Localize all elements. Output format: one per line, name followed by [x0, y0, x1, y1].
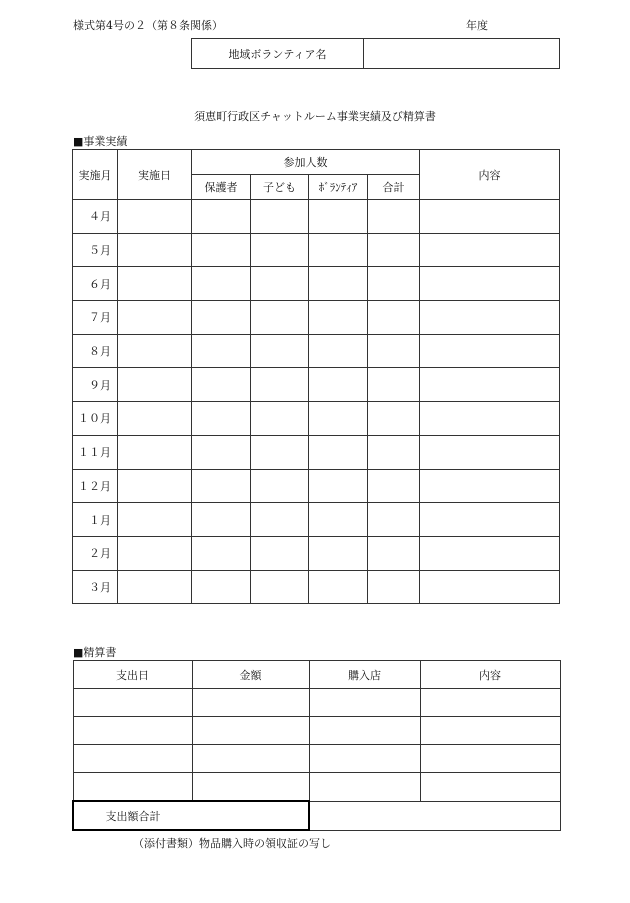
budget-row — [73, 773, 560, 802]
budget-content-cell[interactable] — [420, 689, 560, 717]
report-row — [73, 368, 560, 402]
total-cell[interactable] — [368, 536, 420, 570]
document-title: 須恵町行政区チャットルーム事業実績及び精算書 — [194, 110, 436, 123]
guardian-cell[interactable] — [192, 503, 251, 537]
budget-amount-cell[interactable] — [192, 689, 309, 717]
content-cell[interactable] — [420, 469, 560, 503]
children-cell[interactable] — [251, 503, 309, 537]
report-row — [73, 503, 560, 537]
budget-amount-cell[interactable] — [192, 773, 309, 802]
total-cell[interactable] — [368, 368, 420, 402]
content-cell[interactable] — [420, 570, 560, 604]
children-cell[interactable] — [251, 200, 309, 234]
volunteer-cell[interactable] — [309, 334, 368, 368]
budget-header-date: 支出日 — [73, 661, 192, 689]
form-number: 様式第4号の２（第８条関係） — [73, 19, 223, 32]
volunteer-cell[interactable] — [309, 368, 368, 402]
budget-row — [73, 689, 560, 717]
date-cell[interactable] — [118, 536, 192, 570]
children-cell[interactable] — [251, 301, 309, 335]
month-cell: ７月 — [73, 301, 118, 335]
volunteer-cell[interactable] — [309, 536, 368, 570]
total-cell[interactable] — [368, 570, 420, 604]
header-date: 実施日 — [118, 150, 192, 200]
budget-content-cell[interactable] — [420, 773, 560, 802]
organization-label: 地域ボランティア名 — [192, 39, 364, 69]
total-cell[interactable] — [368, 503, 420, 537]
budget-store-cell[interactable] — [309, 773, 420, 802]
guardian-cell[interactable] — [192, 536, 251, 570]
guardian-cell[interactable] — [192, 368, 251, 402]
month-cell: １月 — [73, 503, 118, 537]
guardian-cell[interactable] — [192, 200, 251, 234]
date-cell[interactable] — [118, 267, 192, 301]
header-guardian: 保護者 — [192, 175, 251, 200]
organization-table — [191, 38, 560, 69]
children-cell[interactable] — [251, 536, 309, 570]
content-cell[interactable] — [420, 301, 560, 335]
children-cell[interactable] — [251, 233, 309, 267]
budget-date-cell[interactable] — [73, 773, 192, 802]
report-row — [73, 469, 560, 503]
budget-store-cell[interactable] — [309, 717, 420, 745]
header-participants: 参加人数 — [192, 150, 420, 175]
budget-row — [73, 717, 560, 745]
budget-section-label: ■精算書 — [73, 646, 117, 659]
volunteer-cell[interactable] — [309, 267, 368, 301]
budget-header-store: 購入店 — [309, 661, 420, 689]
budget-date-cell[interactable] — [73, 745, 192, 773]
guardian-cell[interactable] — [192, 435, 251, 469]
date-cell[interactable] — [118, 368, 192, 402]
activity-report-table — [72, 149, 560, 604]
date-cell[interactable] — [118, 301, 192, 335]
guardian-cell[interactable] — [192, 334, 251, 368]
date-cell[interactable] — [118, 233, 192, 267]
content-cell[interactable] — [420, 267, 560, 301]
date-cell[interactable] — [118, 402, 192, 436]
date-cell[interactable] — [118, 503, 192, 537]
report-row — [73, 435, 560, 469]
budget-header-content: 内容 — [420, 661, 560, 689]
budget-row — [73, 745, 560, 773]
report-row — [73, 570, 560, 604]
budget-amount-cell[interactable] — [192, 745, 309, 773]
guardian-cell[interactable] — [192, 469, 251, 503]
total-cell[interactable] — [368, 267, 420, 301]
report-row — [73, 233, 560, 267]
total-cell[interactable] — [368, 233, 420, 267]
report-row — [73, 267, 560, 301]
budget-amount-cell[interactable] — [192, 717, 309, 745]
date-cell[interactable] — [118, 435, 192, 469]
budget-table — [72, 660, 561, 831]
volunteer-cell[interactable] — [309, 503, 368, 537]
guardian-cell[interactable] — [192, 233, 251, 267]
children-cell[interactable] — [251, 368, 309, 402]
guardian-cell[interactable] — [192, 570, 251, 604]
report-row — [73, 200, 560, 234]
volunteer-cell[interactable] — [309, 301, 368, 335]
date-cell[interactable] — [118, 469, 192, 503]
budget-content-cell[interactable] — [420, 717, 560, 745]
budget-total-filler — [309, 801, 560, 830]
header-children: 子ども — [251, 175, 309, 200]
budget-content-cell[interactable] — [420, 745, 560, 773]
header-total: 合計 — [368, 175, 420, 200]
budget-total-label: 支出額合計 — [73, 801, 192, 830]
date-cell[interactable] — [118, 200, 192, 234]
volunteer-cell[interactable] — [309, 570, 368, 604]
budget-date-cell[interactable] — [73, 689, 192, 717]
total-cell[interactable] — [368, 469, 420, 503]
organization-name-field[interactable] — [364, 39, 560, 69]
header-volunteer: ﾎﾞﾗﾝﾃｨｱ — [309, 175, 368, 200]
content-cell[interactable] — [420, 368, 560, 402]
header-content: 内容 — [420, 150, 560, 200]
volunteer-cell[interactable] — [309, 435, 368, 469]
month-cell: ９月 — [73, 368, 118, 402]
children-cell[interactable] — [251, 570, 309, 604]
total-cell[interactable] — [368, 301, 420, 335]
budget-store-cell[interactable] — [309, 689, 420, 717]
report-row — [73, 402, 560, 436]
children-cell[interactable] — [251, 469, 309, 503]
volunteer-cell[interactable] — [309, 402, 368, 436]
total-cell[interactable] — [368, 402, 420, 436]
header-month: 実施月 — [73, 150, 118, 200]
date-cell[interactable] — [118, 570, 192, 604]
volunteer-cell[interactable] — [309, 233, 368, 267]
budget-total-value[interactable] — [192, 801, 309, 830]
month-cell: １０月 — [73, 402, 118, 436]
month-cell: １２月 — [73, 469, 118, 503]
content-cell[interactable] — [420, 334, 560, 368]
fiscal-year-label: 年度 — [466, 19, 488, 32]
volunteer-cell[interactable] — [309, 469, 368, 503]
content-cell[interactable] — [420, 503, 560, 537]
report-section-label: ■事業実績 — [73, 135, 128, 148]
budget-header-amount: 金額 — [192, 661, 309, 689]
budget-date-cell[interactable] — [73, 717, 192, 745]
children-cell[interactable] — [251, 402, 309, 436]
children-cell[interactable] — [251, 334, 309, 368]
attachment-note: （添付書類）物品購入時の領収証の写し — [133, 837, 331, 850]
volunteer-cell[interactable] — [309, 200, 368, 234]
guardian-cell[interactable] — [192, 301, 251, 335]
total-cell[interactable] — [368, 334, 420, 368]
content-cell[interactable] — [420, 233, 560, 267]
month-cell: ４月 — [73, 200, 118, 234]
month-cell: １１月 — [73, 435, 118, 469]
content-cell[interactable] — [420, 536, 560, 570]
month-cell: ２月 — [73, 536, 118, 570]
content-cell[interactable] — [420, 200, 560, 234]
month-cell: ３月 — [73, 570, 118, 604]
report-row — [73, 334, 560, 368]
children-cell[interactable] — [251, 267, 309, 301]
month-cell: ５月 — [73, 233, 118, 267]
report-row — [73, 536, 560, 570]
guardian-cell[interactable] — [192, 402, 251, 436]
date-cell[interactable] — [118, 334, 192, 368]
content-cell[interactable] — [420, 435, 560, 469]
month-cell: ６月 — [73, 267, 118, 301]
month-cell: ８月 — [73, 334, 118, 368]
content-cell[interactable] — [420, 402, 560, 436]
guardian-cell[interactable] — [192, 267, 251, 301]
budget-store-cell[interactable] — [309, 745, 420, 773]
children-cell[interactable] — [251, 435, 309, 469]
report-row — [73, 301, 560, 335]
total-cell[interactable] — [368, 200, 420, 234]
total-cell[interactable] — [368, 435, 420, 469]
